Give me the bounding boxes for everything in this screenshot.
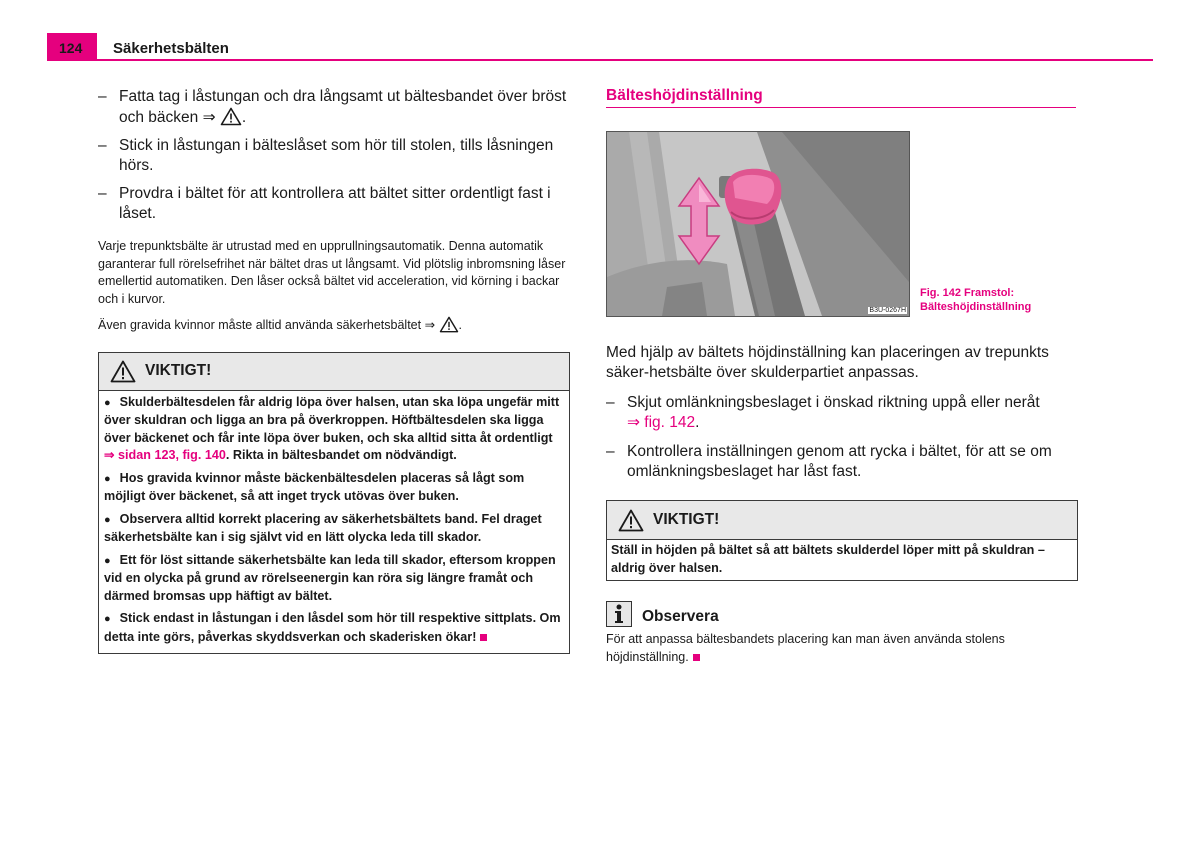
warning-header bbox=[99, 353, 569, 391]
note-body bbox=[606, 631, 1078, 666]
step-tail: . bbox=[241, 109, 247, 126]
warning-body bbox=[607, 540, 1077, 580]
warning-item bbox=[104, 394, 564, 465]
section-heading: Bälteshöjdinställning bbox=[606, 87, 1076, 108]
figure-caption bbox=[920, 286, 1031, 314]
step-dash: – bbox=[606, 394, 615, 411]
bullet: ● bbox=[104, 396, 111, 409]
warning-item-text: Hos gravida kvinnor måste bäckenbältesdelen placeras så lågt som möjligt över bäckenet, så att inget tryck utövas över buken. bbox=[104, 470, 525, 503]
pregnant-paragraph bbox=[98, 316, 570, 335]
warning-item bbox=[104, 470, 564, 506]
note-header bbox=[606, 601, 1078, 627]
figure bbox=[606, 131, 1078, 317]
left-column bbox=[98, 87, 570, 654]
step-text: Kontrollera inställningen genom att rycka i bältet, för att se om omlänkningsbeslaget har låst fast. bbox=[627, 443, 1052, 480]
warning-triangle-icon bbox=[110, 360, 136, 383]
belt-height-adjuster-illustration bbox=[607, 132, 909, 316]
warning-title: VIKTIGT! bbox=[145, 362, 212, 379]
page-reference-link[interactable]: ⇒ sidan 123, fig. 140 bbox=[104, 448, 226, 462]
step-3 bbox=[98, 184, 570, 224]
warning-title: VIKTIGT! bbox=[653, 511, 720, 528]
warning-item-text: Skulderbältesdelen får aldrig löpa över halsen, utan ska löpa ungefär mitt över skuldran och ligga an bra på överkroppen. Höftbältesdelen ska ligga över bäckenet och får inte löpa över buken, och ska alltid sitta åt ordentligt bbox=[104, 394, 560, 445]
warning-item-text: Stick endast in låstungan i den låsdel som hör till respektive sittplats. Om detta inte görs, påverkas skyddsverkan och skaderisken ökar! bbox=[104, 611, 561, 644]
intro-paragraph: Med hjälp av bältets höjdinställning kan placeringen av trepunkts säker-hetsbälte över skulderpartiet anpassas. bbox=[606, 344, 1049, 381]
step-tail: . bbox=[695, 414, 700, 431]
step-text: Skjut omlänkningsbeslaget i önskad riktning uppå eller neråt bbox=[627, 394, 1040, 411]
section-title: Säkerhetsbälten bbox=[113, 40, 229, 57]
warning-body bbox=[99, 391, 569, 654]
bullet: ● bbox=[104, 554, 111, 567]
warning-item bbox=[104, 511, 564, 547]
figure-reference-link[interactable]: ⇒ fig. 142 bbox=[627, 414, 696, 431]
step-text: Provdra i bältet för att kontrollera att bältet sitter ordentligt fast i låset. bbox=[119, 185, 551, 222]
figure-caption-line2: Bälteshöjdinställning bbox=[920, 301, 1032, 313]
retractor-paragraph: Varje trepunktsbälte är utrustad med en upprullningsautomatik. Denna automatik garanterar full rörelsefrihet när bältet dras ut långsamt. Vid plötslig inbromsning låser emellertid automatiken. Den låser också bältet vid acceleration, vid körning i backar och i kurvor. bbox=[98, 239, 566, 306]
step-dash: – bbox=[98, 88, 107, 105]
pregnant-tail: . bbox=[458, 318, 463, 332]
bullet: ● bbox=[104, 613, 111, 625]
figure-code: B3U-0267H bbox=[869, 307, 906, 314]
bullet: ● bbox=[104, 472, 111, 485]
warning-text: Ställ in höjden på bältet så att bältets skulderdel löper mitt på skuldran – aldrig över halsen. bbox=[611, 543, 1045, 575]
warning-item-text-after: . Rikta in bältesbandet om nödvändigt. bbox=[225, 448, 457, 462]
bullet: ● bbox=[104, 513, 111, 526]
step-dash: – bbox=[98, 185, 107, 202]
step-dash: – bbox=[98, 137, 107, 154]
warning-header bbox=[607, 501, 1077, 540]
figure-caption-line1: Fig. 142 Framstol: bbox=[920, 287, 1015, 299]
step-dash: – bbox=[606, 443, 615, 460]
pregnant-text: Även gravida kvinnor måste alltid använda säkerhetsbältet ⇒ bbox=[98, 318, 439, 332]
header-divider bbox=[47, 59, 1153, 61]
warning-triangle-icon bbox=[220, 107, 242, 126]
page-number: 124 bbox=[59, 40, 83, 56]
step-2 bbox=[98, 136, 570, 176]
step-text: Fatta tag i låstungan och dra långsamt ut bältesbandet över bröst och bäcken ⇒ bbox=[119, 88, 567, 126]
warning-triangle-icon bbox=[439, 316, 459, 333]
warning-box bbox=[98, 352, 570, 655]
warning-item bbox=[104, 610, 564, 646]
step-text: Stick in låstungan i bälteslåset som hör till stolen, tills låsningen hörs. bbox=[119, 137, 554, 174]
warning-item-text: Observera alltid korrekt placering av säkerhetsbältets band. Fel draget säkerhetsbälte kan i sig självt vid en lätt olycka leda till skador. bbox=[104, 511, 542, 544]
warning-item bbox=[104, 552, 564, 606]
step-1 bbox=[98, 87, 570, 128]
end-square-icon bbox=[480, 634, 487, 641]
note-text: För att anpassa bältesbandets placering kan man även använda stolens höjdinställning. bbox=[606, 632, 1005, 664]
step-2 bbox=[606, 442, 1078, 482]
info-icon bbox=[606, 601, 632, 627]
note bbox=[606, 601, 1078, 666]
step-1 bbox=[606, 393, 1078, 433]
warning-box bbox=[606, 500, 1078, 581]
warning-item-text: Ett för löst sittande säkerhetsbälte kan leda till skador, eftersom kroppen vid en olycka på grund av rörelseenergin kan röra sig längre framåt och därmed bromsas upp häftigt av bältet. bbox=[104, 552, 556, 603]
figure-image bbox=[606, 131, 910, 317]
warning-triangle-icon bbox=[618, 509, 644, 532]
end-square-icon bbox=[693, 654, 700, 661]
note-title: Observera bbox=[642, 608, 719, 625]
right-column bbox=[606, 87, 1078, 666]
